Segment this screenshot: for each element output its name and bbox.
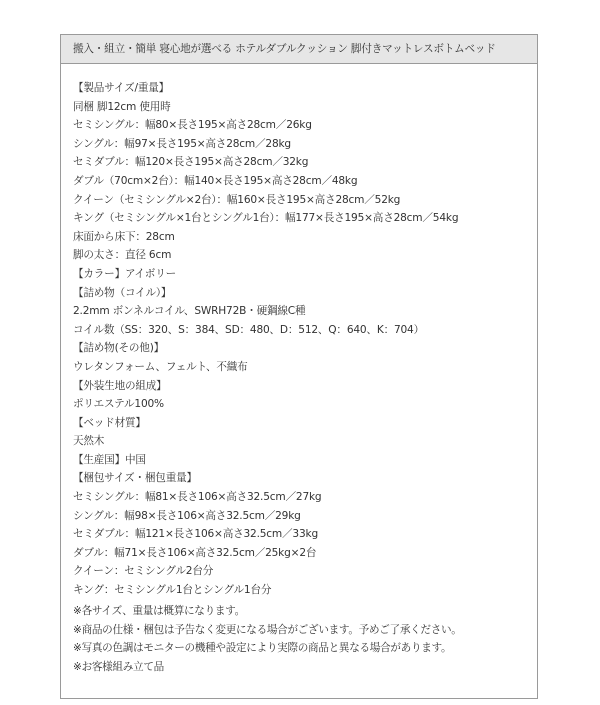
- spec-line: ポリエステル100%: [73, 398, 164, 411]
- note-line: ※商品の仕様・梱包は予告なく変更になる場合がございます。予めご了承ください。: [73, 623, 462, 636]
- spec-line: ウレタンフォーム、フェルト、不織布: [73, 360, 248, 373]
- panel-title: 搬入・組立・簡単 寝心地が選べる ホテルダブルクッション 脚付きマットレスボトムベッド: [61, 35, 537, 64]
- spec-line: セミシングル：幅80×長さ195×高さ28cm／26kg: [73, 119, 312, 132]
- note-line: ※お客様組み立て品: [73, 660, 164, 673]
- spec-line: シングル：幅97×長さ195×高さ28cm／28kg: [73, 137, 291, 150]
- spec-line: 2.2mm ボンネルコイル、SWRH72B・硬鋼線C種: [73, 305, 306, 318]
- notes-list: [73, 602, 531, 676]
- spec-line: 【詰め物（コイル）】: [73, 286, 172, 299]
- spec-line: 【梱包サイズ・梱包重量】: [73, 472, 197, 485]
- spec-line: コイル数（SS：320、S：384、SD：480、D：512、Q：640、K：704）: [73, 323, 424, 336]
- spec-line: セミダブル：幅121×長さ106×高さ32.5cm／33kg: [73, 528, 318, 541]
- spec-line: クイーン：セミシングル2台分: [73, 565, 214, 578]
- spec-line: セミダブル：幅120×長さ195×高さ28cm／32kg: [73, 156, 309, 169]
- spec-line: 【カラー】アイボリー: [73, 267, 176, 280]
- note-line: ※写真の色調はモニターの機種や設定により実際の商品と異なる場合があります。: [73, 642, 452, 655]
- spec-line: ダブル（70cm×2台）：幅140×長さ195×高さ28cm／48kg: [73, 174, 358, 187]
- spec-line: 床面から床下：28cm: [73, 230, 175, 243]
- spec-line: セミシングル：幅81×長さ106×高さ32.5cm／27kg: [73, 491, 322, 504]
- spec-line: クイーン（セミシングル×2台）：幅160×長さ195×高さ28cm／52kg: [73, 193, 401, 206]
- spec-line: 【ベッド材質】: [73, 416, 146, 429]
- spec-panel: [60, 34, 538, 699]
- spec-line: キング：セミシングル1台とシングル1台分: [73, 584, 272, 597]
- spec-line: 天然木: [73, 435, 105, 448]
- spec-line: シングル：幅98×長さ106×高さ32.5cm／29kg: [73, 509, 301, 522]
- spec-line: ダブル：幅71×長さ106×高さ32.5cm／25kg×2台: [73, 546, 317, 559]
- spec-line: 【外装生地の組成】: [73, 379, 167, 392]
- spec-line: キング（セミシングル×1台とシングル1台）：幅177×長さ195×高さ28cm／54kg: [73, 212, 459, 225]
- spec-line: 【詰め物(その他)】: [73, 342, 165, 355]
- spec-list: [73, 79, 531, 600]
- spec-line: 【製品サイズ/重量】: [73, 82, 170, 94]
- spec-line: 同梱 脚12cm 使用時: [73, 100, 171, 113]
- spec-line: 脚の太さ：直径 6cm: [73, 249, 172, 262]
- spec-line: 【生産国】中国: [73, 453, 146, 466]
- note-line: ※各サイズ、重量は概算になります。: [73, 605, 245, 617]
